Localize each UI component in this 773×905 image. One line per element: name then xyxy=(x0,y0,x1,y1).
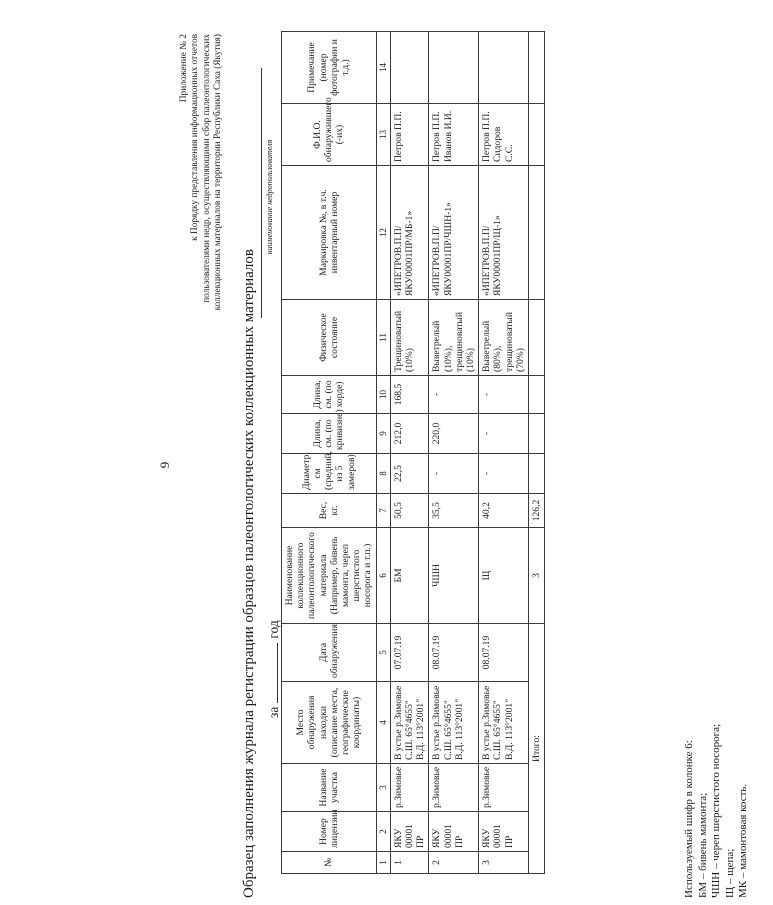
material-cell: ЧШН xyxy=(429,528,479,624)
diameter-cell: 22,5 xyxy=(390,454,429,494)
note-cell xyxy=(390,32,429,104)
note-cell xyxy=(479,32,529,104)
note-cell xyxy=(429,32,479,104)
table-row xyxy=(390,32,429,874)
column-number: 14 xyxy=(376,32,390,104)
site-cell: р.Зимовье xyxy=(479,764,529,812)
length-curve-cell: - xyxy=(479,414,529,454)
column-number: 7 xyxy=(376,494,390,528)
header-row xyxy=(282,32,377,874)
table-row xyxy=(429,32,479,874)
empty-cell xyxy=(529,32,545,104)
empty-cell xyxy=(529,300,545,376)
col-header: Примечание (номер фотографии и т.д.) xyxy=(282,32,377,104)
col-header: Ф.И.О. обнаружившего (-их) xyxy=(282,104,377,166)
legend-item: МК – мамонтовая кость. xyxy=(737,783,750,898)
appendix-line: к Порядку представления информационных отчетов xyxy=(190,34,201,241)
legend-item: Щ – щепа; xyxy=(723,848,736,898)
marking-cell: «ИПЕТРОВ.П.П/ ЯКУ00001ПР/Щ-1» xyxy=(479,166,529,300)
length-chord-cell: 168,5 xyxy=(390,376,429,414)
marking-cell: «ИПЕТРОВ.П.П/ ЯКУ00001ПР/ЧШН-1» xyxy=(429,166,479,300)
row-number: 3 xyxy=(479,852,529,874)
weight-cell: 35,5 xyxy=(429,494,479,528)
year-blank xyxy=(265,643,278,703)
column-number-row xyxy=(376,32,390,874)
length-curve-cell: 212,0 xyxy=(390,414,429,454)
column-number: 10 xyxy=(376,376,390,414)
column-number: 8 xyxy=(376,454,390,494)
col-header: Длина, см. (по хорде) xyxy=(282,376,377,414)
weight-cell: 50,5 xyxy=(390,494,429,528)
state-cell: Выветрелый (80%), трещиноватый (70%) xyxy=(479,300,529,376)
col-header: Маркировка №, в т.ч. инвентарный номер xyxy=(282,166,377,300)
year-label: год xyxy=(266,620,281,639)
date-cell: 07.07.19 xyxy=(390,624,429,682)
place-cell: В устье р.Зимовье С.Ш. 65°4655" В.Д. 113°2001" xyxy=(479,682,529,764)
document-sheet xyxy=(157,32,773,898)
col-header: Место обнаружения находки (описание места, географические координаты) xyxy=(282,682,377,764)
column-number: 1 xyxy=(376,852,390,874)
date-cell: 08.07.19 xyxy=(429,624,479,682)
col-header: Длина, см. (по кривизне) xyxy=(282,414,377,454)
column-number: 13 xyxy=(376,104,390,166)
diameter-cell: - xyxy=(479,454,529,494)
finder-cell: Петров П.П. Сидоров С.С. xyxy=(479,104,529,166)
column-number: 3 xyxy=(376,764,390,812)
organization-caption: наименование недропользователя xyxy=(265,139,274,255)
total-row xyxy=(529,32,545,874)
site-cell: р.Зимовье xyxy=(390,764,429,812)
col-header: № xyxy=(282,852,377,874)
column-number: 11 xyxy=(376,300,390,376)
register-table xyxy=(281,31,545,874)
license-cell: ЯКУ 00001 ПР xyxy=(390,812,429,852)
for-label: за xyxy=(266,706,281,718)
column-number: 2 xyxy=(376,812,390,852)
document-title: Образец заполнения журнала регистрации образцов палеонтологических коллекционных материалов xyxy=(241,249,257,898)
appendix-note xyxy=(179,34,224,464)
license-cell: ЯКУ 00001 ПР xyxy=(429,812,479,852)
material-cell: БМ xyxy=(390,528,429,624)
col-header: Вес, кг. xyxy=(282,494,377,528)
length-chord-cell: - xyxy=(479,376,529,414)
column-number: 4 xyxy=(376,682,390,764)
length-curve-cell: 220,0 xyxy=(429,414,479,454)
state-cell: Выветрелый (10%), трещиноватый (10%) xyxy=(429,300,479,376)
total-weight: 126,2 xyxy=(529,494,545,528)
marking-cell: «ИПЕТРОВ.П.П/ ЯКУ00001ПР/МБ-1» xyxy=(390,166,429,300)
license-cell: ЯКУ 00001 ПР xyxy=(479,812,529,852)
col-header: Физическое состояние xyxy=(282,300,377,376)
legend-item: БМ – бивень мамонта; xyxy=(696,792,709,898)
column-number: 12 xyxy=(376,166,390,300)
appendix-line: пользователями недр, осуществляющими сбор палеонтологических xyxy=(201,34,212,303)
legend-heading: Используемый шифр в колонке 6: xyxy=(683,740,695,898)
total-label: Итого: xyxy=(529,624,545,874)
cipher-legend xyxy=(683,724,751,898)
place-cell: В устье р.Зимовье С.Ш. 65°4655" В.Д. 113°2001" xyxy=(429,682,479,764)
legend-item: ЧШН – череп шерстистого носорога; xyxy=(710,723,723,898)
col-header: Наименование коллекционного палеонтологического материала (Например, бивень мамонта, череп шерстистого носорога и т.п.) xyxy=(282,528,377,624)
length-chord-cell: - xyxy=(429,376,479,414)
weight-cell: 40,2 xyxy=(479,494,529,528)
period-line xyxy=(265,620,282,718)
page-number: 9 xyxy=(157,461,172,469)
column-number: 9 xyxy=(376,414,390,454)
row-number: 1 xyxy=(390,852,429,874)
col-header: Дата обнаружения xyxy=(282,624,377,682)
empty-cell xyxy=(529,376,545,414)
diameter-cell: - xyxy=(429,454,479,494)
date-cell: 08.07.19 xyxy=(479,624,529,682)
row-number: 2 xyxy=(429,852,479,874)
site-cell: р.Зимовье xyxy=(429,764,479,812)
col-header: Номер лицензии xyxy=(282,812,377,852)
material-cell: Щ xyxy=(479,528,529,624)
empty-cell xyxy=(529,414,545,454)
organization-blank-line xyxy=(249,68,262,318)
finder-cell: Петров П.П. Иванов И.И. xyxy=(429,104,479,166)
empty-cell xyxy=(529,166,545,300)
empty-cell xyxy=(529,104,545,166)
place-cell: В устье р.Зимовье С.Ш. 65°4655" В.Д. 113°2001" xyxy=(390,682,429,764)
column-number: 6 xyxy=(376,528,390,624)
col-header: Название участка xyxy=(282,764,377,812)
appendix-line: Приложение № 2 xyxy=(179,34,189,103)
finder-cell: Петров П.П. xyxy=(390,104,429,166)
total-count: 3 xyxy=(529,528,545,624)
table-row xyxy=(479,32,529,874)
appendix-line: коллекционных материалов на территории Республики Саха (Якутия) xyxy=(212,34,223,311)
empty-cell xyxy=(529,454,545,494)
state-cell: Трещиноватый (10%) xyxy=(390,300,429,376)
column-number: 5 xyxy=(376,624,390,682)
col-header: Диаметр, см (средний, из 5 замеров) xyxy=(282,454,377,494)
